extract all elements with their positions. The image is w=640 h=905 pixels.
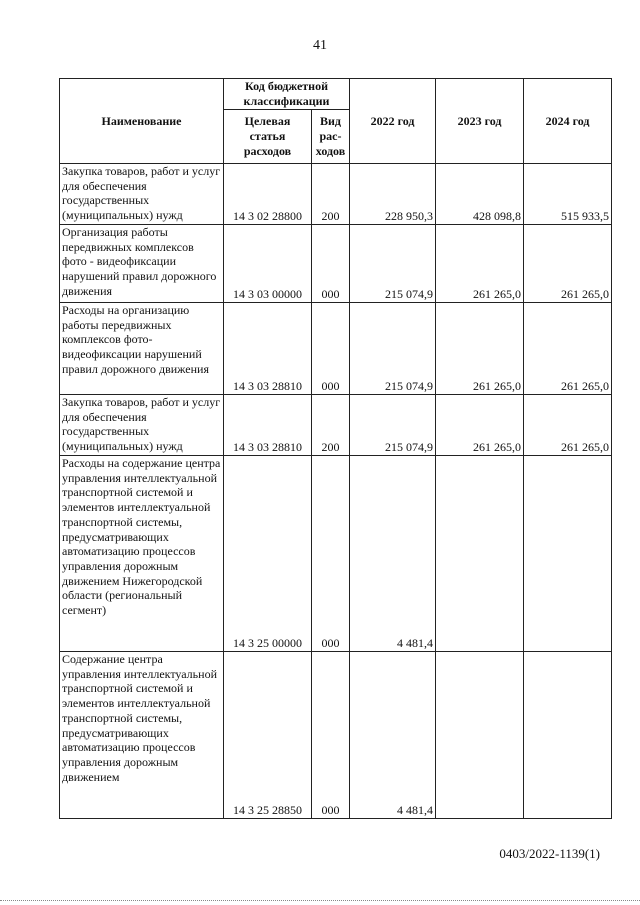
document-registration-code: 0403/2022-1139(1) bbox=[499, 846, 600, 861]
row-kind: 000 bbox=[312, 303, 350, 395]
header-name: Наименование bbox=[60, 79, 224, 164]
table-row bbox=[60, 303, 612, 395]
row-kind: 200 bbox=[312, 395, 350, 456]
header-year-2023: 2023 год bbox=[436, 79, 524, 164]
row-code: 14 3 03 28810 bbox=[224, 303, 312, 395]
row-2023: 261 265,0 bbox=[436, 303, 524, 395]
header-expense-type: Вид рас-ходов bbox=[312, 110, 350, 164]
header-year-2022: 2022 год bbox=[350, 79, 436, 164]
row-2022: 4 481,4 bbox=[350, 652, 436, 819]
header-year-2024: 2024 год bbox=[524, 79, 612, 164]
row-2024 bbox=[524, 652, 612, 819]
row-2022: 228 950,3 bbox=[350, 164, 436, 225]
row-2023 bbox=[436, 652, 524, 819]
table-row bbox=[60, 652, 612, 819]
row-name: Закупка товаров, работ и услуг для обеспечения государственных (муниципальных) нужд bbox=[60, 395, 224, 456]
row-code: 14 3 02 28800 bbox=[224, 164, 312, 225]
row-2024: 261 265,0 bbox=[524, 395, 612, 456]
row-2023: 261 265,0 bbox=[436, 395, 524, 456]
row-code: 14 3 25 00000 bbox=[224, 456, 312, 652]
row-code: 14 3 03 28810 bbox=[224, 395, 312, 456]
page-bottom-edge bbox=[0, 900, 640, 902]
row-code: 14 3 03 00000 bbox=[224, 225, 312, 303]
row-kind: 200 bbox=[312, 164, 350, 225]
budget-table bbox=[59, 78, 612, 819]
row-kind: 000 bbox=[312, 652, 350, 819]
row-name: Закупка товаров, работ и услуг для обеспечения государственных (муниципальных) нужд bbox=[60, 164, 224, 225]
row-kind: 000 bbox=[312, 225, 350, 303]
table-row bbox=[60, 225, 612, 303]
row-2024: 515 933,5 bbox=[524, 164, 612, 225]
row-code: 14 3 25 28850 bbox=[224, 652, 312, 819]
row-name: Расходы на организацию работы передвижных комплексов фото-видеофиксации нарушений правил дорожного движения bbox=[60, 303, 224, 395]
table-row bbox=[60, 395, 612, 456]
row-2022: 4 481,4 bbox=[350, 456, 436, 652]
header-target-article: Целевая статья расходов bbox=[224, 110, 312, 164]
table-row bbox=[60, 164, 612, 225]
row-2023 bbox=[436, 456, 524, 652]
header-code-group: Код бюджетной классификации bbox=[224, 79, 350, 110]
row-name: Содержание центра управления интеллектуальной транспортной системой и элементов интеллектуальной транспортной системы, предусматривающих автоматизацию процессов управления дорожным движением bbox=[60, 652, 224, 819]
row-2022: 215 074,9 bbox=[350, 395, 436, 456]
row-kind: 000 bbox=[312, 456, 350, 652]
row-2024 bbox=[524, 456, 612, 652]
row-name: Расходы на содержание центра управления интеллектуальной транспортной системой и элементов интеллектуальной транспортной системы, предусматривающих автоматизацию процессов управления дорожным движением Нижегородской области (региональный сегмент) bbox=[60, 456, 224, 652]
row-2022: 215 074,9 bbox=[350, 303, 436, 395]
page-number: 41 bbox=[313, 38, 327, 53]
row-2024: 261 265,0 bbox=[524, 303, 612, 395]
row-2024: 261 265,0 bbox=[524, 225, 612, 303]
row-2022: 215 074,9 bbox=[350, 225, 436, 303]
row-name: Организация работы передвижных комплексов фото - видеофиксации нарушений правил дорожного движения bbox=[60, 225, 224, 303]
table-row bbox=[60, 456, 612, 652]
row-2023: 428 098,8 bbox=[436, 164, 524, 225]
row-2023: 261 265,0 bbox=[436, 225, 524, 303]
